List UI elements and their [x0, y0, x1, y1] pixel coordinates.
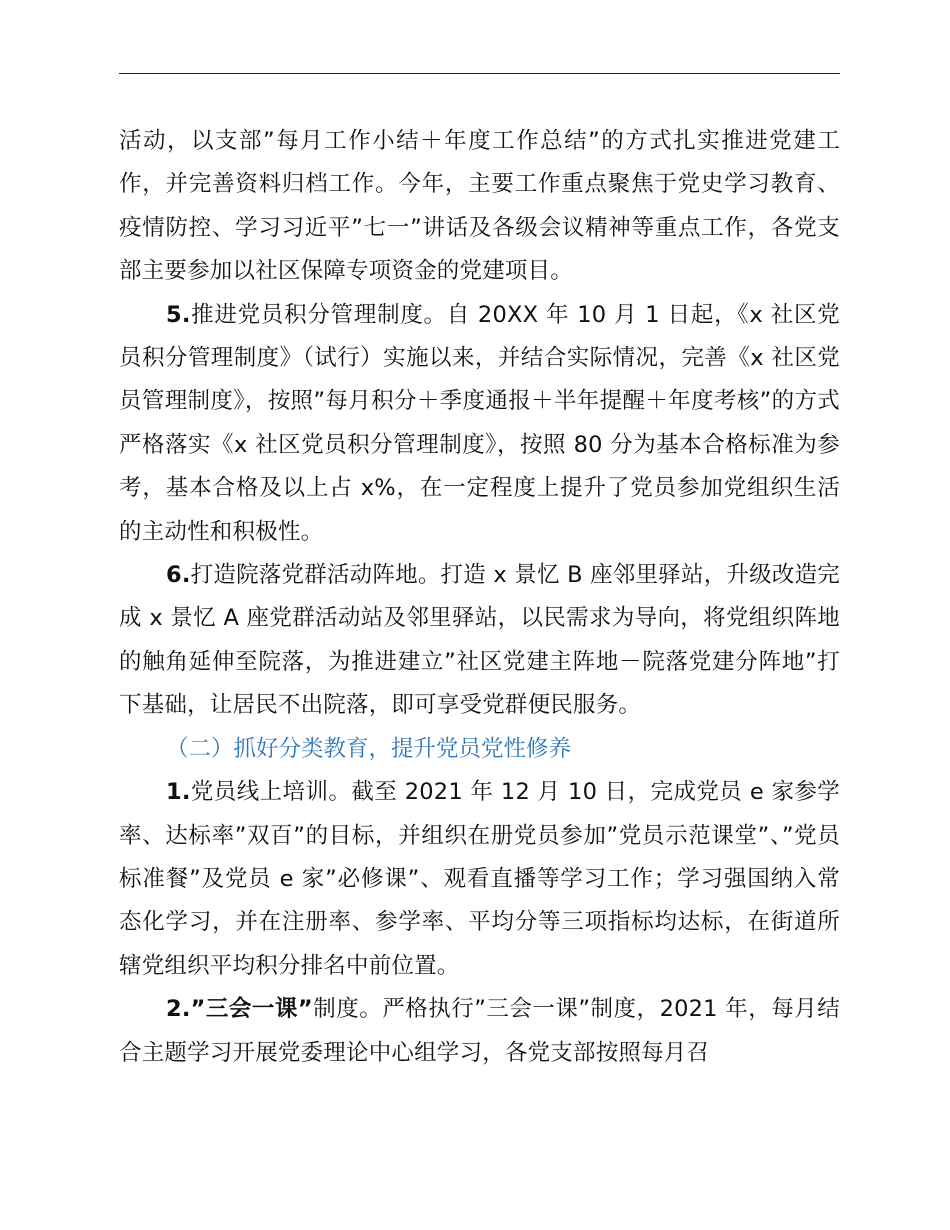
paragraph-text: 党员线上培训。截至 2021 年 12 月 10 日，完成党员 e 家参学率、达标率”双百”的目标，并组织在册党员参加”党员示范课堂”、”党员标准餐”及党员 e 家”必修课”、观看直播等学习工作；学习强国纳入常态化学习，并在注册率、参学率、平均分等三项指标均达标，在街道所辖党组织平均积分排名中前位置。 — [119, 779, 840, 979]
item-title: 三会一课” — [205, 996, 313, 1023]
document-body — [119, 120, 840, 1075]
paragraph-item-1 — [119, 771, 840, 988]
item-number: 6. — [166, 562, 191, 589]
paragraph-continuation — [119, 120, 840, 294]
paragraph-text: 活动，以支部”每月工作小结＋年度工作总结”的方式扎实推进党建工作，并完善资料归档工作。今年，主要工作重点聚焦于党史学习教育、疫情防控、学习习近平”七一”讲话及各级会议精神等重点工作，各党支部主要参加以社区保障专项资金的党建项目。 — [119, 128, 840, 285]
item-number: 5. — [166, 301, 191, 328]
paragraph-item-6 — [119, 554, 840, 728]
paragraph-text: 打造院落党群活动阵地。打造 x 景忆 B 座邻里驿站，升级改造完成 x 景忆 A 座党群活动站及邻里驿站，以民需求为导向，将党组织阵地的触角延伸至院落，为推进建立”社区党建主阵地－院落党建分阵地”打下基础，让居民不出院落，即可享受党群便民服务。 — [119, 562, 840, 719]
item-number: 2.” — [166, 996, 206, 1023]
paragraph-text: 推进党员积分管理制度。自 20XX 年 10 月 1 日起，《x 社区党员积分管理制度》（试行）实施以来，并结合实际情况，完善《x 社区党员管理制度》，按照”每月积分＋季度通报＋半年提醒＋年度考核”的方式严格落实《x 社区党员积分管理制度》，按照 80 分为基本合格标准为参考，基本合格及以上占 x%，在一定程度上提升了党员参加党组织生活的主动性和积极性。 — [119, 301, 840, 545]
item-number: 1. — [166, 779, 191, 806]
section-heading: （二）抓好分类教育，提升党员党性修养 — [166, 735, 572, 762]
header-rule — [119, 73, 840, 74]
paragraph-item-5 — [119, 294, 840, 554]
paragraph-item-2 — [119, 988, 840, 1075]
paragraph-text: 制度。严格执行”三会一课”制度，2021 年，每月结合主题学习开展党委理论中心组学习，各党支部按照每月召 — [119, 996, 840, 1066]
